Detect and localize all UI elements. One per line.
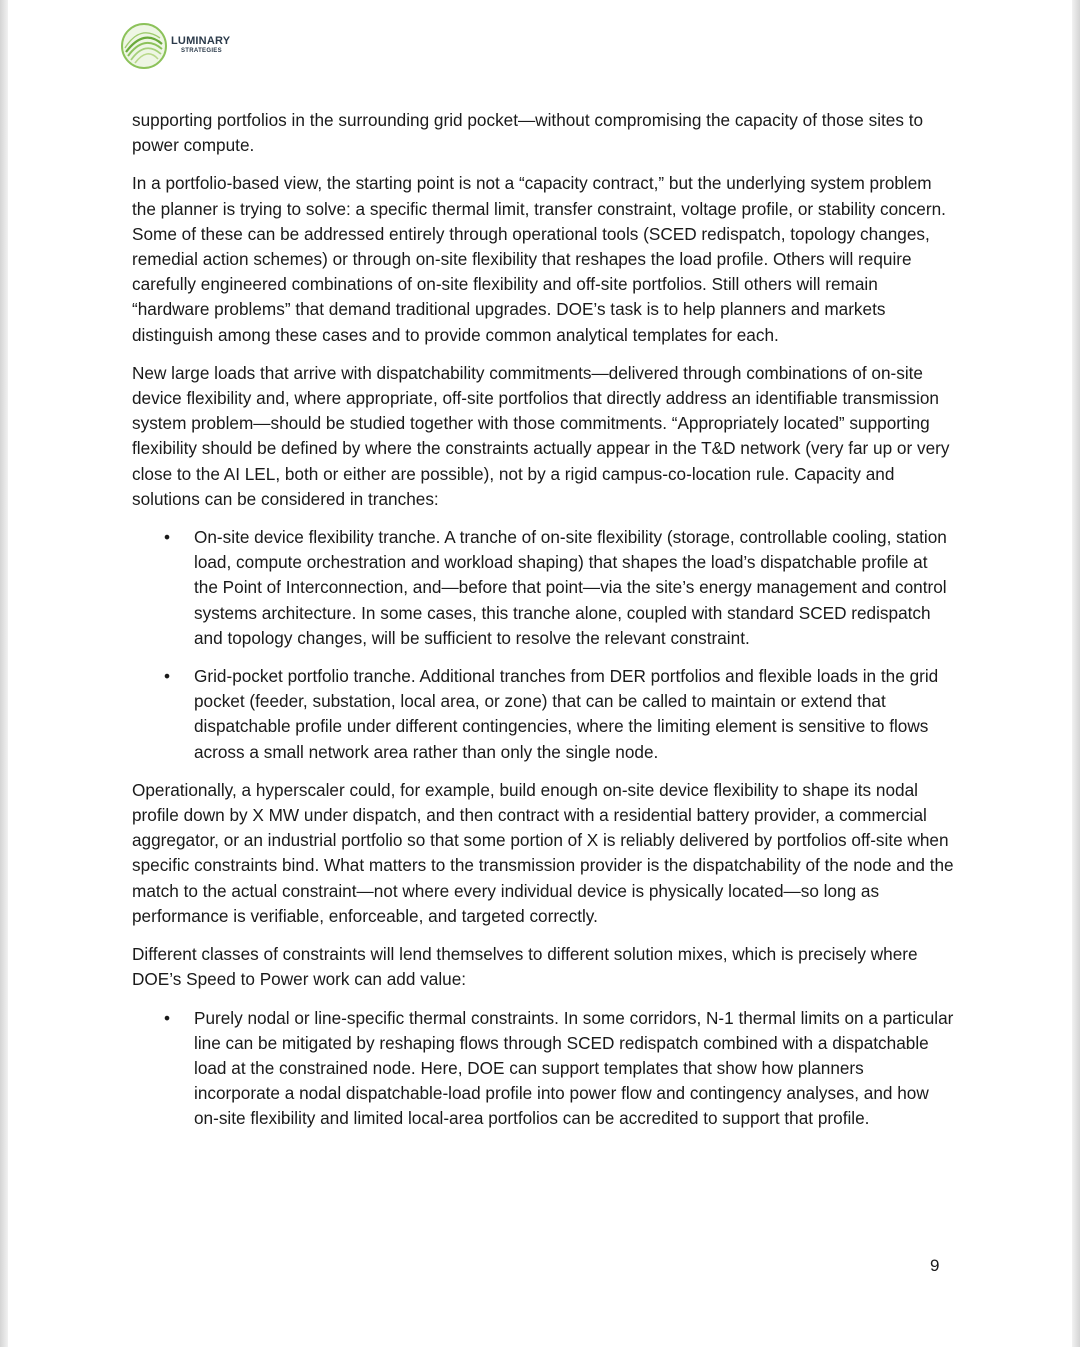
bullet-icon: • (164, 1007, 171, 1028)
page-edge-left (0, 0, 8, 1347)
paragraph-5: Different classes of constraints will lend themselves to different solution mixes, which is precisely where DOE’s Speed to Power work can add value: (132, 944, 918, 990)
bullet-item (132, 1006, 954, 1132)
bullet-item (132, 525, 954, 651)
bullet-text: Grid-pocket portfolio tranche. Additional tranches from DER portfolios and flexible loads in the grid pocket (feeder, substation, local area, or zone) that can be called to maintain or extend that dispatchable profile under different contingencies, where the limiting element is sensitive to flows across a small network area rather than only the single node. (194, 666, 939, 762)
luminary-logo-icon (120, 22, 168, 70)
bullet-text: On-site device flexibility tranche. A tranche of on-site flexibility (storage, controllable cooling, station load, compute orchestration and workload shaping) that shapes the load’s dispatchable profile at the Point of Interconnection, and—before that point—via the site’s energy management and control systems architecture. In some cases, this tranche alone, coupled with standard SCED redispatch and topology changes, will be sufficient to resolve the relevant constraint. (194, 527, 947, 648)
document-body (132, 108, 954, 1145)
constraint-bullet-list (132, 1006, 954, 1132)
luminary-logo (120, 22, 230, 70)
paragraph-3: New large loads that arrive with dispatchability commitments—delivered through combinations of on-site device flexibility and, where appropriate, off-site portfolios that directly address an identifiable transmission system problem—should be studied together with those commitments. “Appropriately located” supporting flexibility should be defined by where the constraints actually appear in the T&D network (very far up or very close to the AI LEL, both or either are possible), not by a rigid campus-co-location rule. Capacity and solutions can be considered in tranches: (132, 362, 950, 509)
bullet-item (132, 664, 954, 765)
logo-name: LUMINARY (171, 35, 231, 47)
logo-subtitle: STRATEGIES (181, 48, 222, 54)
paragraph-1: supporting portfolios in the surrounding grid pocket—without compromising the capacity of those sites to power compute. (132, 110, 924, 156)
tranche-bullet-list (132, 525, 954, 765)
page-edge-right (1072, 0, 1080, 1347)
paragraph-4: Operationally, a hyperscaler could, for example, build enough on-site device flexibility to shape its nodal profile down by X MW under dispatch, and then contract with a residential battery provider, a commercial aggregator, or an industrial portfolio so that some portion of X is reliably delivered by portfolios off-site when specific constraints bind. What matters to the transmission provider is the dispatchability of the node and the match to the actual constraint—not where every individual device is physically located—so long as performance is verifiable, enforceable, and targeted correctly. (132, 779, 954, 926)
bullet-icon: • (164, 527, 171, 548)
bullet-icon: • (164, 666, 171, 687)
paragraph-2: In a portfolio-based view, the starting point is not a “capacity contract,” but the underlying system problem the planner is trying to solve: a specific thermal limit, transfer constraint, voltage profile, or stability concern. Some of these can be addressed entirely through operational tools (SCED redispatch, topology changes, remedial action schemes) or through on-site flexibility that reshapes the load profile. Others will require carefully engineered combinations of on-site flexibility and off-site portfolios. Still others will remain “hardware problems” that demand traditional upgrades. DOE’s task is to help planners and markets distinguish among these cases and to provide common analytical templates for each. (132, 173, 946, 345)
bullet-text: Purely nodal or line-specific thermal constraints. In some corridors, N-1 thermal limits on a particular line can be mitigated by reshaping flows through SCED redispatch combined with a dispatchable load at the constrained node. Here, DOE can support templates that show how planners incorporate a nodal dispatchable-load profile into power flow and contingency analyses, and how on-site flexibility and limited local-area portfolios can be accredited to support that profile. (194, 1007, 954, 1129)
page-number: 9 (930, 1256, 940, 1275)
